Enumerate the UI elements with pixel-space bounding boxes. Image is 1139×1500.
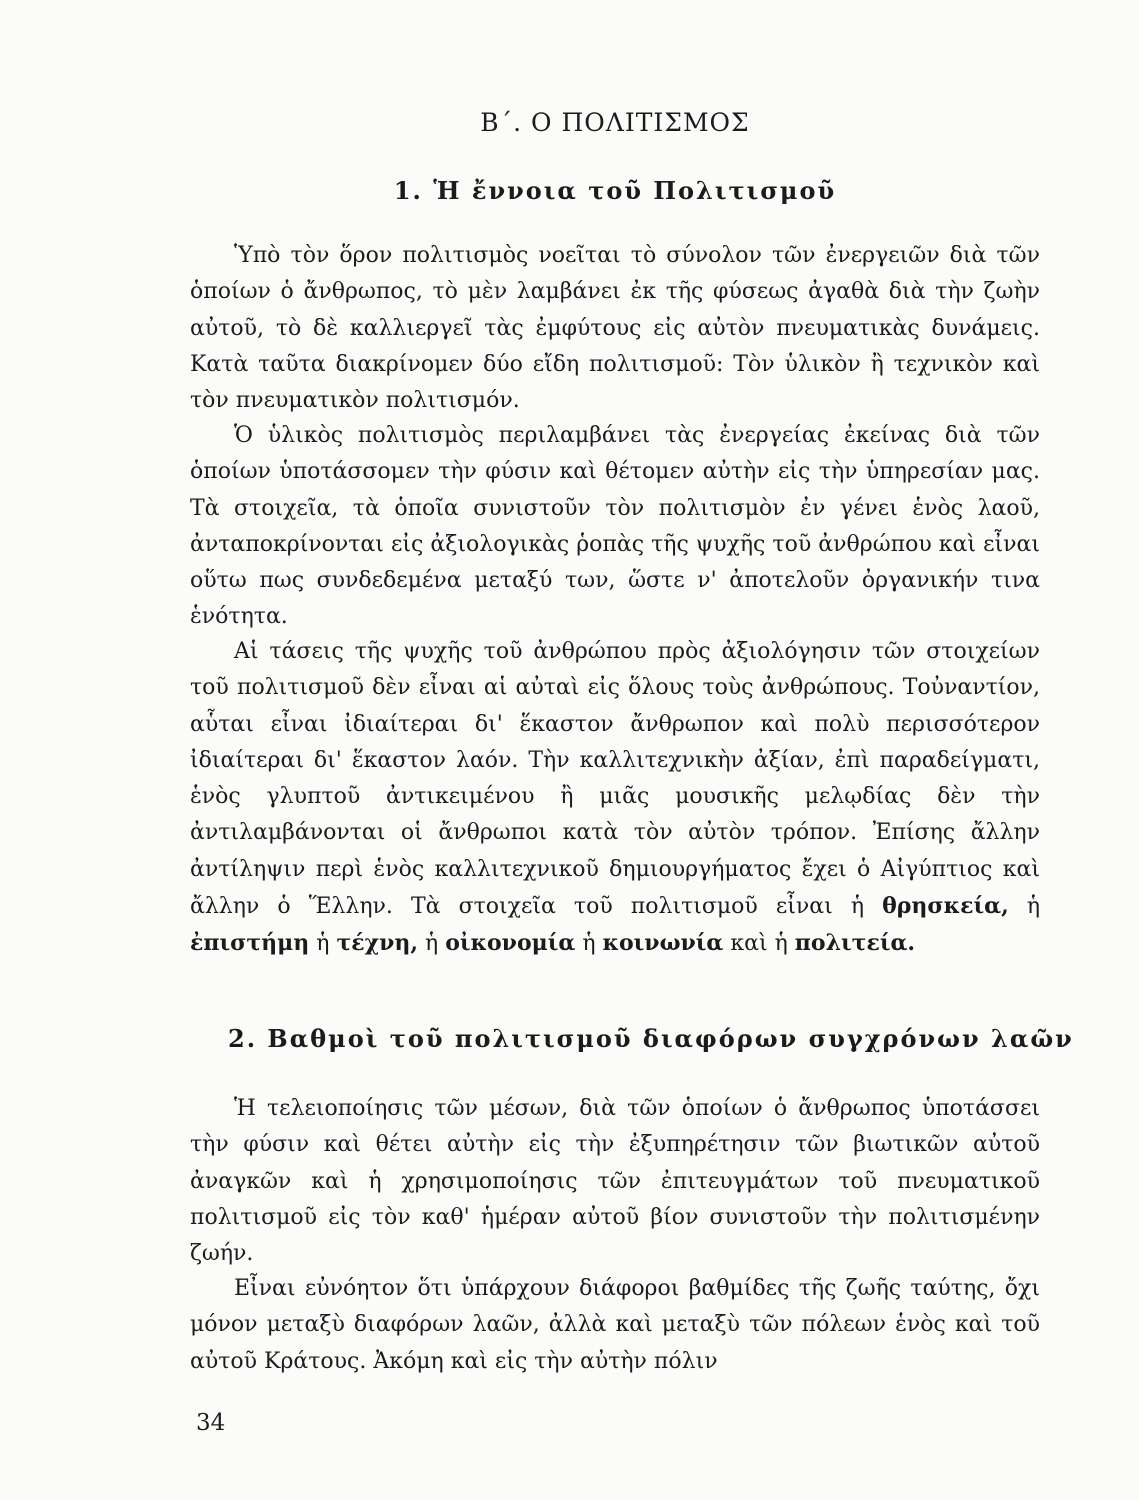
bold-term: οἰκονομία [445, 930, 576, 957]
paragraph-text: Ὑπὸ τὸν ὅρον πολιτισμὸς νοεῖται τὸ σύνολον τῶν ἐνεργειῶν διὰ τῶν ὁποίων ὁ ἄνθρωπος, τὸ μὲν λαμβάνει ἐκ τῆς φύσεως ἀγαθὰ διὰ τὴν ζωὴν αὐτοῦ, τὸ δὲ καλλιεργεῖ τὰς ἐμφύτους εἰς αὐτὸν πνευματικὰς δυνάμεις. Κατὰ ταῦτα διακρίνομεν δύο εἴδη πολιτισμοῦ: Τὸν ὑλικὸν ἢ τεχνικὸν καὶ τὸν πνευματικὸν πολιτισμόν. [190, 243, 1040, 414]
paragraph [190, 418, 1040, 636]
connector-word: ἡ [1026, 894, 1040, 920]
bold-term: πολιτεία. [794, 930, 916, 957]
paragraph [190, 634, 1040, 963]
paragraph [190, 1271, 1040, 1380]
paragraph-text: Ἡ τελειοποίησις τῶν μέσων, διὰ τῶν ὁποίων ὁ ἄνθρωπος ὑποτάσσει τὴν φύσιν καὶ θέτει αὐτὴν εἰς τὴν ἐξυπηρέτησιν τῶν βιωτικῶν αὐτοῦ ἀναγκῶν καὶ ἡ χρησιμοποίησις τῶν ἐπιτευγμάτων τοῦ πνευματικοῦ πολιτισμοῦ εἰς τὸν καθ' ἡμέραν αὐτοῦ βίον συνιστοῦν τὴν πολιτισμένην ζωήν. [190, 1096, 1040, 1267]
bold-term: κοινωνία [602, 930, 724, 957]
chapter-title: Β΄. Ο ΠΟΛΙΤΙΣΜΟΣ [480, 108, 750, 137]
connector-word: ἡ [425, 931, 439, 957]
connector-word: καὶ [730, 931, 768, 957]
section-heading-1: 1. Ἡ ἔννοια τοῦ Πολιτισμοῦ [393, 176, 837, 205]
section-heading-2: 2. Βαθμοὶ τοῦ πολιτισμοῦ διαφόρων συγχρόνων λαῶν [228, 1024, 1074, 1053]
paragraph-text: Εἶναι εὐνόητον ὅτι ὑπάρχουν διάφοροι βαθμίδες τῆς ζωῆς ταύτης, ὄχι μόνον μεταξὺ διαφόρων λαῶν, ἀλλὰ καὶ μεταξὺ τῶν πόλεων ἑνὸς καὶ τοῦ αὐτοῦ Κράτους. Ἀκόμη καὶ εἰς τὴν αὐτὴν πόλιν [190, 1276, 1040, 1374]
bold-term: ἐπιστήμη [190, 930, 310, 957]
bold-term: τέχνη, [336, 930, 419, 957]
paragraph-text: Ὁ ὑλικὸς πολιτισμὸς περιλαμβάνει τὰς ἐνεργείας ἐκείνας διὰ τῶν ὁποίων ὑποτάσσομεν τὴν φύσιν καὶ θέτομεν αὐτὴν εἰς τὴν ὑπηρεσίαν μας. Τὰ στοιχεῖα, τὰ ὁποῖα συνιστοῦν τὸν πολιτισμὸν ἐν γένει ἑνὸς λαοῦ, ἀνταποκρίνονται εἰς ἀξιολογικὰς ῥοπὰς τῆς ψυχῆς τοῦ ἀνθρώπου καὶ εἶναι οὕτω πως συνδεδεμένα μεταξύ των, ὥστε ν' ἀποτελοῦν ὀργανικήν τινα ἑνότητα. [190, 423, 1040, 630]
connector-word: ἡ [582, 931, 596, 957]
connector-word: ἡ [774, 931, 788, 957]
paragraph [190, 238, 1040, 419]
bold-term: θρησκεία, [882, 893, 1009, 920]
paragraph-text: Αἱ τάσεις τῆς ψυχῆς τοῦ ἀνθρώπου πρὸς ἀξιολόγησιν τῶν στοιχείων τοῦ πολιτισμοῦ δὲν εἶναι αἱ αὐταὶ εἰς ὅλους τοὺς ἀνθρώπους. Τοὐναντίον, αὗται εἶναι ἰδιαίτεραι δι' ἕκαστον ἄνθρωπον καὶ πολὺ περισσότερον ἰδιαίτεραι δι' ἕκαστον λαόν. Τὴν καλλιτεχνικὴν ἀξίαν, ἐπὶ παραδείγματι, ἑνὸς γλυπτοῦ ἀντικειμένου ἢ μιᾶς μουσικῆς μελῳδίας δὲν τὴν ἀντιλαμβάνονται οἱ ἄνθρωποι κατὰ τὸν αὐτὸν τρόπον. Ἐπίσης ἄλλην ἀντίληψιν περὶ ἑνὸς καλλιτεχνικοῦ δημιουργήματος ἔχει ὁ Αἰγύπτιος καὶ ἄλλην ὁ Ἕλλην. Τὰ στοιχεῖα τοῦ πολιτισμοῦ εἶναι ἡ [190, 639, 1040, 920]
paragraph [190, 1091, 1040, 1272]
page-number: 34 [196, 1410, 226, 1436]
connector-word: ἡ [316, 931, 330, 957]
